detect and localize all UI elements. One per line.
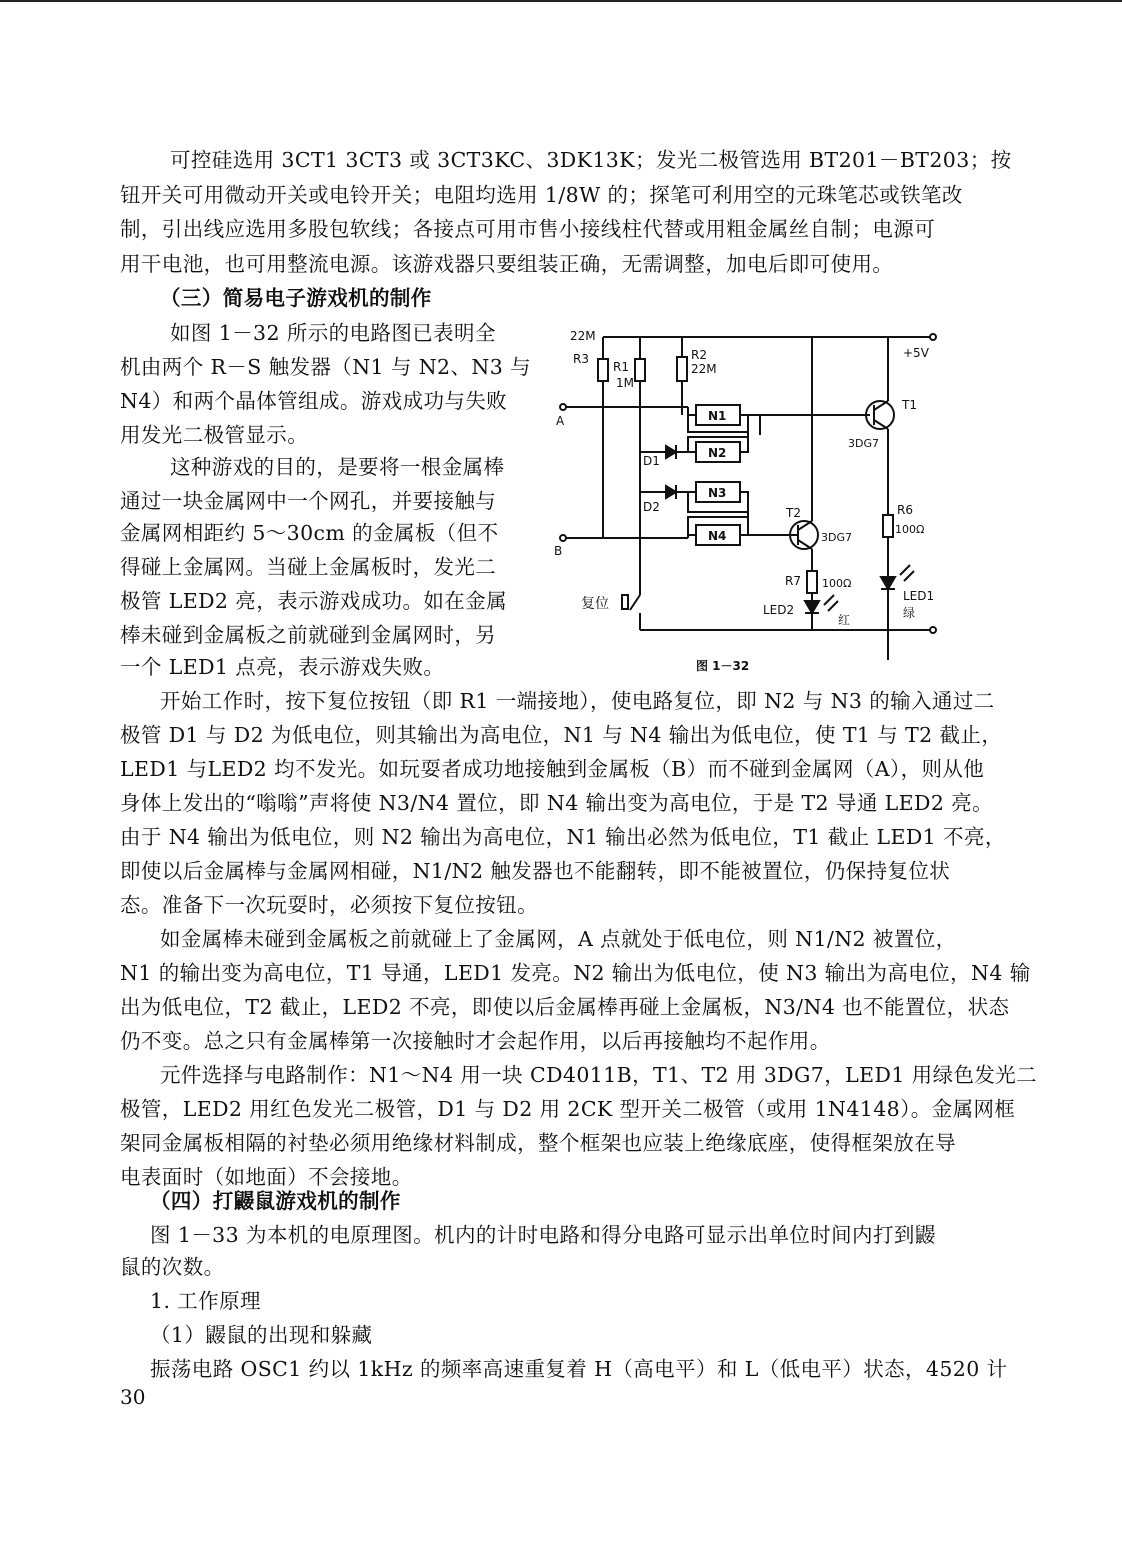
text-line: 出为低电位，T2 截止，LED2 不亮，即使以后金属棒再碰上金属板，N3/N4 也不能置位，状态 [120, 995, 1010, 1019]
text-line: 架同金属板相隔的衬垫必须用绝缘材料制成，整个框架也应装上绝缘底座，使得框架放在导 [120, 1131, 956, 1155]
label-r6: R6 [897, 503, 913, 517]
text-line: N1 的输出变为高电位，T1 导通，LED1 发亮。N2 输出为低电位，使 N3 输出为高电位，N4 输 [120, 961, 1031, 985]
text-line: 由于 N4 输出为低电位，则 N2 输出为高电位，N1 输出必然为低电位，T1 截止 LED1 不亮， [120, 825, 1006, 849]
label-led2: LED2 [763, 603, 795, 617]
text-line: 用发光二极管显示。 [120, 423, 309, 447]
label-reset: 复位 [581, 596, 609, 612]
text-line: 这种游戏的目的，是要将一根金属棒 [170, 455, 505, 479]
label-r2: R2 [691, 348, 707, 362]
label-vcc: +5V [903, 346, 929, 360]
text-line: 态。准备下一次玩耍时，必须按下复位按钮。 [120, 893, 538, 917]
text-line: LED1 与LED2 均不发光。如玩耍者成功地接触到金属板（B）而不碰到金属网（A），则从他 [120, 757, 985, 781]
text-line: 鼠的次数。 [120, 1255, 225, 1279]
label-b: B [554, 544, 563, 558]
label-r1: R1 [613, 360, 629, 374]
text-line: N4）和两个晶体管组成。游戏成功与失败 [120, 389, 508, 413]
text-line: 极管 LED2 亮，表示游戏成功。如在金属 [120, 589, 507, 613]
text-line: 极管 D1 与 D2 为低电位，则其输出为高电位，N1 与 N4 输出为低电位，使 T1 与 T2 截止， [120, 723, 1003, 747]
label-led1: LED1 [903, 589, 935, 603]
label-r1-value: 1M [616, 376, 634, 390]
text-line: 钮开关可用微动开关或电铃开关；电阻均选用 1/8W 的；探笔可利用空的元珠笔芯或铁笔改 [120, 183, 963, 207]
text-line: 图 1－33 为本机的电原理图。机内的计时电路和得分电路可显示出单位时间内打到鼹 [150, 1223, 936, 1247]
subheading: （1）鼹鼠的出现和躲藏 [150, 1323, 373, 1347]
label-r3-value: 22M [570, 329, 596, 343]
section-heading: （三）简易电子游戏机的制作 [160, 286, 432, 310]
text-line: 金属网相距约 5～30cm 的金属板（但不 [120, 521, 499, 545]
label-t2-type: 3DG7 [821, 531, 852, 544]
label-r7: R7 [785, 574, 801, 588]
label-a: A [556, 414, 565, 428]
text-line: 如金属棒未碰到金属板之前就碰上了金属网，A 点就处于低电位，则 N1/N2 被置位， [160, 927, 957, 951]
top-edge-mark [0, 0, 1122, 6]
circuit-diagram [548, 325, 948, 675]
label-t1: T1 [902, 398, 917, 412]
label-d2: D2 [643, 500, 660, 514]
text-line: 仍不变。总之只有金属棒第一次接触时才会起作用，以后再接触均不起作用。 [120, 1029, 831, 1053]
label-r2-value: 22M [691, 362, 717, 376]
text-line: 身体上发出的“嗡嗡”声将使 N3/N4 置位，即 N4 输出变为高电位，于是 T2 导通 LED2 亮。 [120, 791, 994, 815]
section-heading: （四）打鼹鼠游戏机的制作 [150, 1189, 401, 1213]
text-line: 机由两个 R－S 触发器（N1 与 N2、N3 与 [120, 355, 532, 379]
text-line: 通过一块金属网中一个网孔，并要接触与 [120, 489, 497, 513]
text-line: 用干电池，也可用整流电源。该游戏器只要组装正确，无需调整，加电后即可使用。 [120, 252, 894, 276]
text-line: 振荡电路 OSC1 约以 1kHz 的频率高速重复着 H（高电平）和 L（低电平）状态，4520 计 [150, 1357, 1008, 1381]
subheading: 1. 工作原理 [150, 1289, 261, 1313]
label-led1-color: 绿 [903, 606, 916, 620]
label-r3: R3 [573, 352, 589, 366]
text-line: 极管，LED2 用红色发光二极管，D1 与 D2 用 2CK 型开关二极管（或用 1N4148）。金属网框 [120, 1097, 1016, 1121]
text-line: 制，引出线应选用多股包软线；各接点可用市售小接线柱代替或用粗金属丝自制；电源可 [120, 217, 936, 241]
label-d1: D1 [643, 454, 660, 468]
label-r6-value: 100Ω [895, 523, 925, 536]
text-line: 如图 1－32 所示的电路图已表明全 [170, 321, 496, 345]
figure-caption: 图 1－32 [696, 659, 750, 673]
label-n2: N2 [708, 446, 727, 460]
label-r7-value: 100Ω [822, 577, 852, 590]
label-n3: N3 [708, 486, 727, 500]
text-line: 元件选择与电路制作：N1～N4 用一块 CD4011B，T1、T2 用 3DG7，LED1 用绿色发光二 [160, 1063, 1038, 1087]
label-t1-type: 3DG7 [848, 437, 879, 450]
label-t2: T2 [786, 506, 801, 520]
text-line: 棒未碰到金属板之前就碰到金属网时，另 [120, 623, 497, 647]
text-line: 即使以后金属棒与金属网相碰，N1/N2 触发器也不能翻转，即不能被置位，仍保持复位状 [120, 859, 951, 883]
label-n4: N4 [708, 529, 727, 543]
text-line: 一个 LED1 点亮，表示游戏失败。 [120, 655, 445, 679]
label-led2-color: 红 [838, 613, 851, 627]
text-line: 开始工作时，按下复位按钮（即 R1 一端接地），使电路复位，即 N2 与 N3 的输入通过二 [160, 689, 995, 713]
text-line: 可控硅选用 3CT1 3CT3 或 3CT3KC、3DK13K；发光二极管选用 BT201－BT203；按 [170, 148, 1012, 172]
text-line: 得碰上金属网。当碰上金属板时，发光二 [120, 555, 497, 579]
text-line: 电表面时（如地面）不会接地。 [120, 1165, 413, 1189]
page-number: 30 [120, 1385, 146, 1409]
label-n1: N1 [708, 409, 727, 423]
